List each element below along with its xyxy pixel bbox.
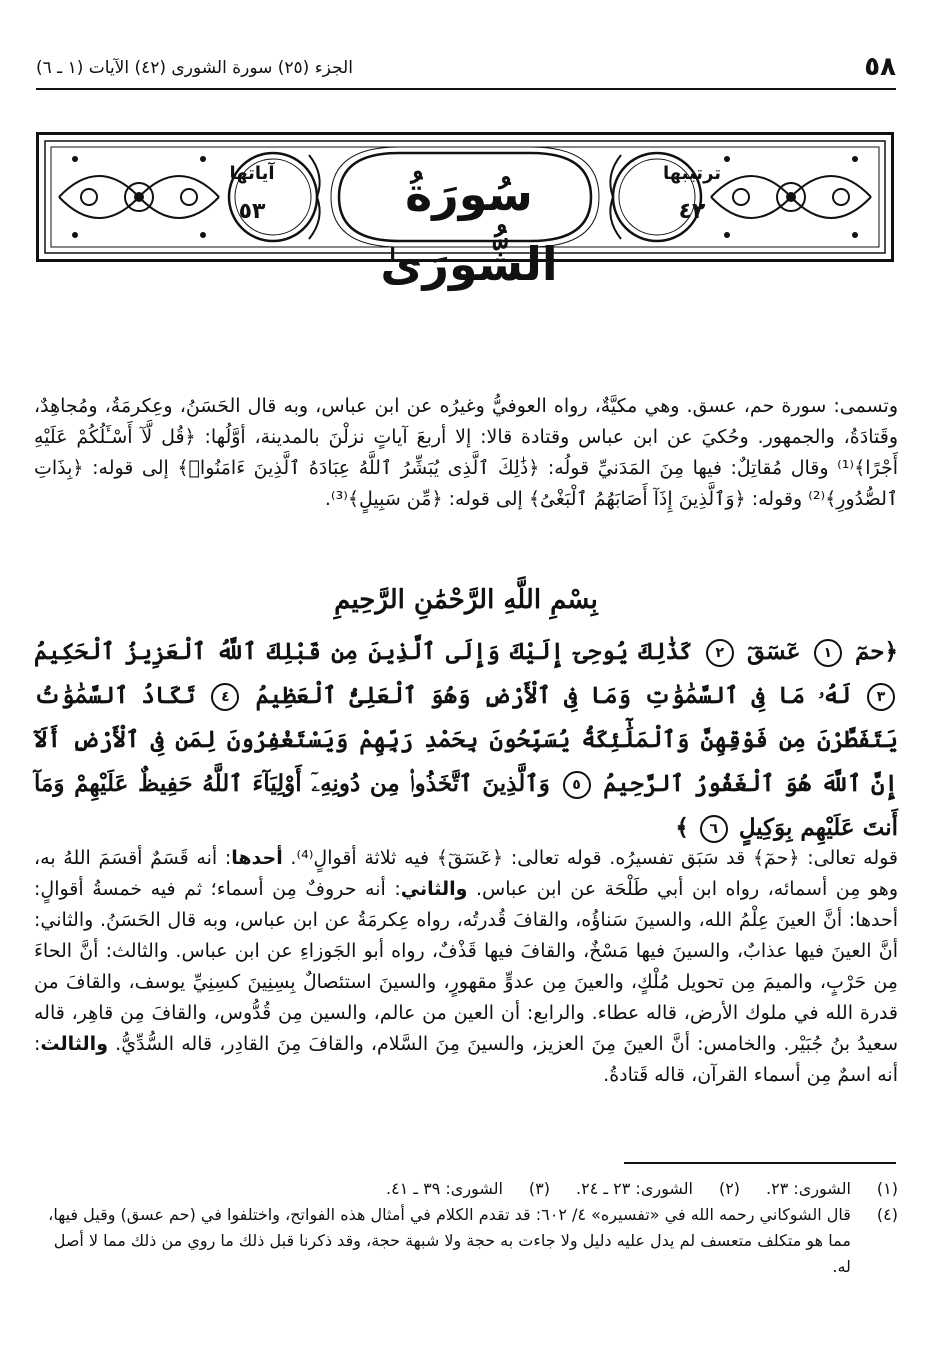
surah-order-label: ترتيبها <box>662 163 722 184</box>
verse-text: لَهُۥ مَا فِى ٱلسَّمَٰوَٰتِ وَمَا فِى ٱلْأَرْضِ وَهُوَ ٱلْعَلِىُّ ٱلْعَظِيمُ <box>255 682 851 709</box>
verse-close-bracket: ﴾ <box>675 814 689 841</box>
verse-number-marker: ٦ <box>700 815 728 843</box>
page-number: ٥٨ <box>864 52 896 82</box>
verse-text: كَذَٰلِكَ يُوحِىٓ إِلَيْكَ وَإِلَى ٱلَّذِينَ مِن قَبْلِكَ ٱللَّهُ ٱلْعَزِيزُ ٱلْحَكِيمُ <box>34 638 693 665</box>
running-header <box>36 52 896 90</box>
ayah-count-number: ٥٣ <box>238 199 266 224</box>
footnote-text: الشورى: ٣٩ ـ ٤١. <box>386 1179 503 1198</box>
surah-banner <box>36 132 894 291</box>
verse-number-marker: ٥ <box>563 771 591 799</box>
footnote-divider <box>624 1162 896 1164</box>
footnote-number: (١) <box>876 1179 898 1198</box>
footnote-number: (٤) <box>876 1205 898 1224</box>
footnote-number: (٢) <box>718 1179 741 1198</box>
verse-text: ﴿حمٓ <box>855 638 899 665</box>
verse-number-marker: ٤ <box>211 683 239 711</box>
footnote-text: قال الشوكاني رحمه الله في «تفسيره» ٤/ ٦٠٢: قد تقدم الكلام في أمثال هذه الفواتح، واختلفوا في (حم عسق) وقيل فيها، مما هو متكلف متعسف لم يدل عليه دليل ولا جاءت به حجة ولا شبهة حجة، وقد ذكرنا قبل ذلك ما روي من ذلك مما لا أصل له. <box>48 1205 851 1276</box>
verse-number-marker: ٣ <box>867 683 895 711</box>
footnote-text: الشورى: ٢٣ ـ ٢٤. <box>576 1179 693 1198</box>
surah-order-number: ٤٢ <box>678 199 706 224</box>
verse-text: عٓسٓقٓ <box>747 638 801 665</box>
footnote-number: (٣) <box>528 1179 551 1198</box>
tafsir-text: : أنه اسمٌ مِن أسماء القرآن، قاله قَتادةُ. <box>34 1033 898 1086</box>
tafsir-heading: والثاني <box>400 878 468 900</box>
tafsir-text: : أنه قَسَمٌ أقسَمَ اللهُ به، وهو مِن أسمائه، رواه ابن أبي طَلْحَة عن ابن عباس. <box>34 847 898 900</box>
verse-text: وَٱلَّذِينَ ٱتَّخَذُوا۟ مِن دُونِهِۦٓ أَوْلِيَآءَ ٱللَّهُ حَفِيظٌ عَلَيْهِمْ وَمَآ أَنتَ عَلَيْهِم بِوَكِيلٍ <box>34 770 898 841</box>
tafsir-text: : أنه حروفٌ مِن أسماء؛ ثم فيه خمسةُ أقوالٍ: أحدها: أنَّ العينَ عِلْمُ الله، والسينَ سَناؤُه، والقافَ قُدرتُه، رواه عِكرمَةُ عن ابن عباس، وبه قال الحَسَنُ. والثاني: أنَّ العينَ فيها عذابٌ، والسينَ فيها مَسْخٌ، والقافَ فيها قَذْفٌ، رواه أبو الجَوزاءِ عن ابن عباس. والثالث: أنَّ الحاءَ مِن حَرْبٍ، والميمَ مِن تحويل مُلْكٍ، والعينَ مِن عدوٍّ مقهورٍ، والسينَ استئصالٌ بِسِنِينَ كسِنِيِّ يوسف، والقافَ من قدرة الله في ملوك الأرض، قاله عطاء. والرابع: أن العين من عالم، والسين مِن قُدُّوس، والقافَ مِن قاهِر، قاله سعيدُ بنُ جُبَيْر. والخامس: أنَّ العينَ مِنَ العزيز، والسينَ مِنَ السَّلام، والقافَ مِنَ القادِر، قاله السُّدِّيُّ. <box>34 878 898 1055</box>
surah-name: سُورَةُ الشُّورَىٰ <box>380 167 558 291</box>
tafsir-text: قوله تعالى: ﴿حمٓ﴾ قد سَبَق تفسيرُه. قوله تعالى: ﴿عٓسٓقٓ﴾ فيه ثلاثة أقوالٍ⁽⁴⁾. <box>290 847 899 869</box>
ayah-count-label: آياتها <box>229 163 275 184</box>
verse-number-marker: ١ <box>814 639 842 667</box>
running-title: الجزء (٢٥) سورة الشورى (٤٢) الآيات (١ ـ ٦) <box>36 58 353 78</box>
verse-number-marker: ٢ <box>706 639 734 667</box>
tafsir-paragraph <box>34 843 898 1091</box>
basmala: بِسْمِ اللَّهِ الرَّحْمَٰنِ الرَّحِيمِ <box>334 585 598 615</box>
verse-text: تَكَادُ ٱلسَّمَٰوَٰتُ يَتَفَطَّرْنَ مِن فَوْقِهِنَّ وَٱلْمَلَٰٓئِكَةُ يُسَبِّحُونَ بِحَمْدِ رَبِّهِمْ وَيَسْتَغْفِرُونَ لِمَن فِى ٱلْأَرْضِ أَلَآ إِنَّ ٱللَّهَ هُوَ ٱلْغَفُورُ ٱلرَّحِيمُ <box>34 682 898 797</box>
tafsir-heading: والثالث <box>40 1033 109 1055</box>
quran-verses <box>34 630 898 850</box>
footnote-row <box>34 1202 898 1280</box>
tafsir-heading: أحدها <box>231 847 283 869</box>
footnotes <box>34 1176 898 1280</box>
footnote-row <box>34 1176 898 1202</box>
footnote-text: الشورى: ٢٣. <box>766 1179 851 1198</box>
intro-paragraph: وتسمى: سورة حم، عسق. وهي مكيَّةٌ، رواه العوفيُّ وغيرُه عن ابن عباس، وبه قال الحَسَنُ، وعِكرمَةُ، ومُجاهِدٌ، وقَتادَةُ، والجمهور. وحُكيَ عن ابن عباس وقتادة قالا: إلا أربعَ آياتٍ نزلْنَ بالمدينة، أوَّلُها: ﴿قُل لَّآ أَسْـَٔلُكُمْ عَلَيْهِ أَجْرًا﴾⁽¹⁾ وقال مُقاتِلٌ: فيها مِنَ المَدَنيِّ قولُه: ﴿ذَٰلِكَ ٱلَّذِى يُبَشِّرُ ٱللَّهُ عِبَادَهُ ٱلَّذِينَ ءَامَنُوا۟﴾ إلى قوله: ﴿بِذَاتِ ٱلصُّدُورِ﴾⁽²⁾ وقوله: ﴿وَٱلَّذِينَ إِذَآ أَصَابَهُمُ ٱلْبَغْىُ﴾ إلى قوله: ﴿مِّن سَبِيلٍ﴾⁽³⁾. <box>34 395 898 510</box>
